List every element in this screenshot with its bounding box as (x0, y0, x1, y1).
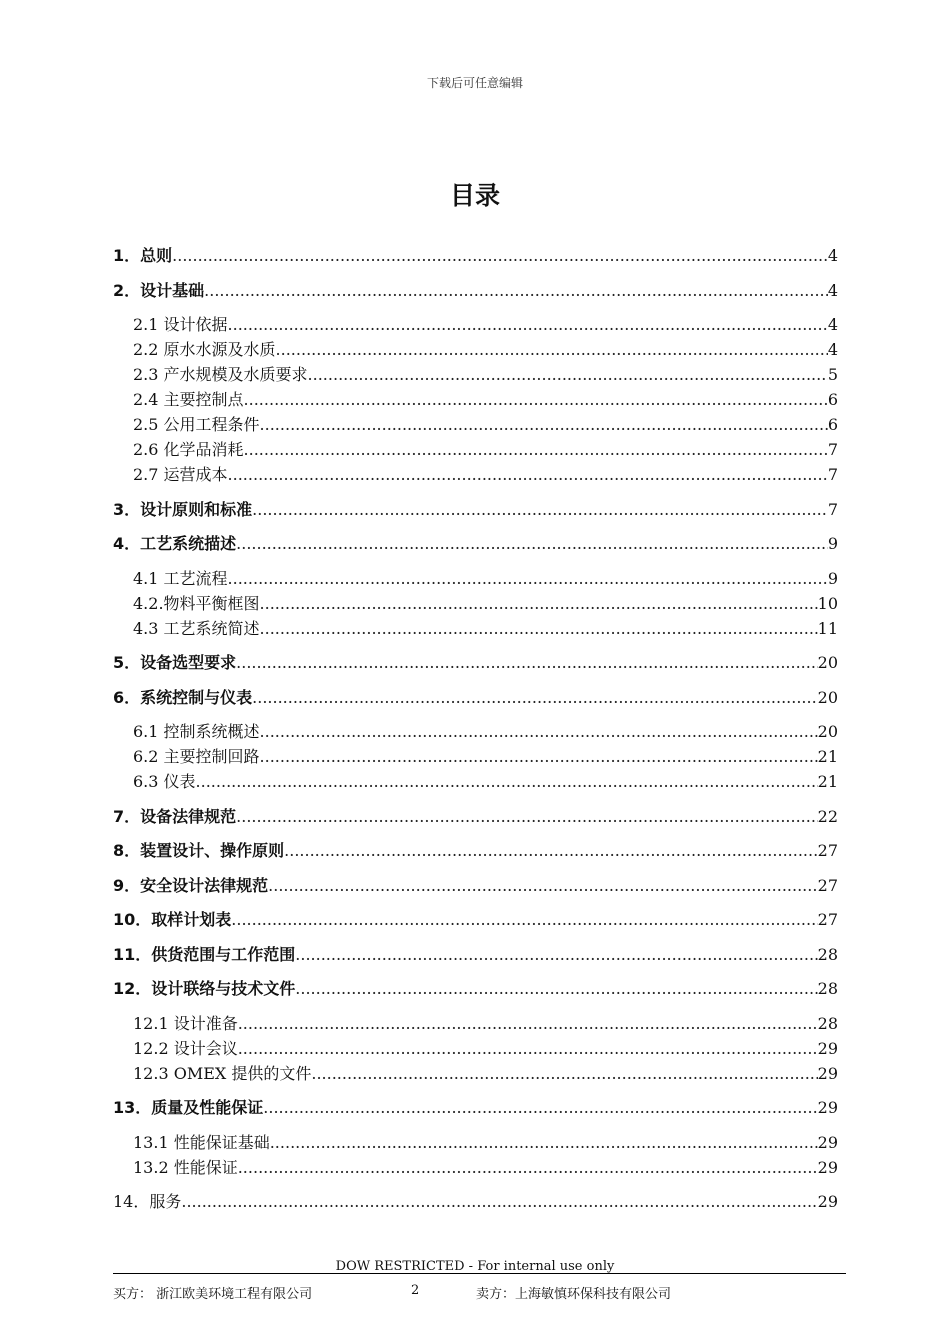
footer-page-number: 2 (411, 1283, 420, 1298)
toc-entry-13[interactable]: 13．质量及性能保证 ..... 29 (113, 1095, 838, 1120)
toc-entry-7[interactable]: 7．设备法律规范 ..... 22 (113, 804, 838, 829)
toc-title: 目录 (449, 181, 500, 210)
toc-entry-6-1[interactable]: 6.1 控制系统概述 ..... 20 (113, 719, 838, 744)
header-note: 下载后可任意编辑 (426, 76, 523, 90)
toc-entry-4-2[interactable]: 4.2.物料平衡框图 ..... 10 (113, 591, 838, 616)
toc-entry-14[interactable]: 14．服务 ..... 29 (113, 1189, 838, 1214)
footer-restricted-notice: DOW RESTRICTED - For internal use only (335, 1259, 615, 1274)
toc-entry-9[interactable]: 9．安全设计法律规范 ..... 27 (113, 873, 838, 898)
toc-entry-12-2[interactable]: 12.2 设计会议 ..... 29 (113, 1036, 838, 1061)
toc-entry-10[interactable]: 10．取样计划表 ..... 27 (113, 907, 838, 932)
toc-entry-13-1[interactable]: 13.1 性能保证基础 ..... 29 (113, 1130, 838, 1155)
toc-entry-2-1[interactable]: 2.1 设计依据 ..... 4 (113, 312, 838, 337)
toc-entry-4-1[interactable]: 4.1 工艺流程 ..... 9 (113, 566, 838, 591)
page-footer (113, 1283, 846, 1301)
toc-entry-2-2[interactable]: 2.2 原水水源及水质 ..... 4 (113, 337, 838, 362)
footer-buyer: 买方： 浙江欧美环境工程有限公司 (113, 1287, 313, 1302)
toc-entry-2-5[interactable]: 2.5 公用工程条件 ..... 6 (113, 412, 838, 437)
toc-entry-2-6[interactable]: 2.6 化学品消耗 ..... 7 (113, 437, 838, 462)
toc-entry-12[interactable]: 12．设计联络与技术文件 ..... 28 (113, 976, 838, 1001)
toc-entry-13-2[interactable]: 13.2 性能保证 ..... 29 (113, 1155, 838, 1180)
toc-entry-8[interactable]: 8．装置设计、操作原则 ..... 27 (113, 838, 838, 863)
toc-entry-4[interactable]: 4．工艺系统描述 ..... 9 (113, 531, 838, 556)
toc-entry-11[interactable]: 11．供货范围与工作范围 ..... 28 (113, 942, 838, 967)
toc-entry-4-3[interactable]: 4.3 工艺系统简述 ..... 11 (113, 616, 838, 641)
toc-entry-2-3[interactable]: 2.3 产水规模及水质要求 ..... 5 (113, 362, 838, 387)
toc-entry-2-7[interactable]: 2.7 运营成本 ..... 7 (113, 462, 838, 487)
toc-entry-3[interactable]: 3．设计原则和标准 ..... 7 (113, 497, 838, 522)
toc-entry-1[interactable]: 1．总则 ..... 4 (113, 243, 838, 268)
footer-seller: 卖方：上海敏慎环保科技有限公司 (476, 1287, 672, 1302)
toc-entry-6-3[interactable]: 6.3 仪表 ..... 21 (113, 769, 838, 794)
toc-entry-2-4[interactable]: 2.4 主要控制点 ..... 6 (113, 387, 838, 412)
toc-entry-2[interactable]: 2．设计基础 ..... 4 (113, 278, 838, 303)
toc-entry-12-1[interactable]: 12.1 设计准备 ..... 28 (113, 1011, 838, 1036)
toc-entry-12-3[interactable]: 12.3 OMEX 提供的文件 ..... 29 (113, 1061, 838, 1086)
table-of-contents (113, 243, 838, 1224)
toc-entry-6-2[interactable]: 6.2 主要控制回路 ..... 21 (113, 744, 838, 769)
toc-entry-6[interactable]: 6．系统控制与仪表 ..... 20 (113, 685, 838, 710)
footer-divider (113, 1273, 846, 1274)
toc-entry-5[interactable]: 5．设备选型要求 ..... 20 (113, 650, 838, 675)
